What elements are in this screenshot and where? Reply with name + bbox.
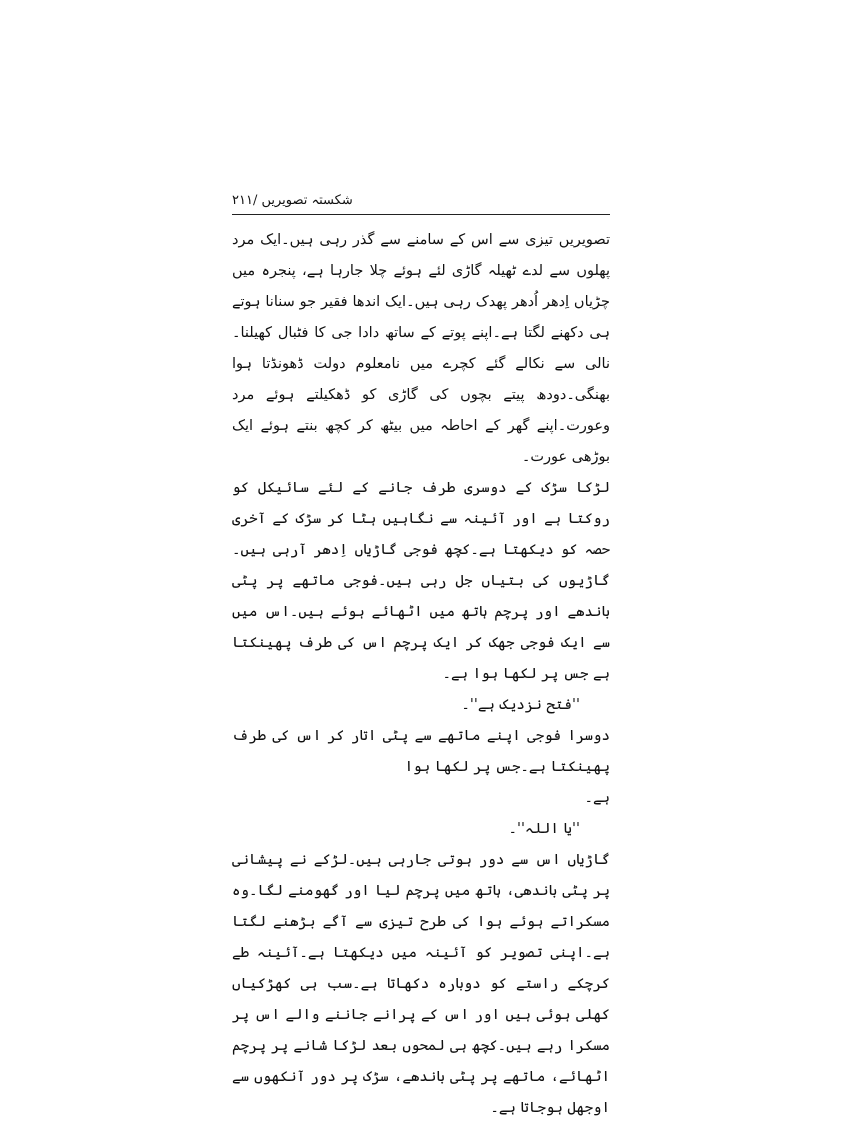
paragraph-1: تصویریں تیزی سے اس کے سامنے سے گذر رہی ہیں۔ایک مرد پھلوں سے لدے ٹھیلہ گاڑی لئے ہوئے چلا جارہا ہے، پنجرہ میں چڑیاں اِدھر اُدھر پھدک رہی ہیں۔ایک اندھا فقیر جو سنانا ہوتے ہی دکھنے لگتا ہے۔اپنے پوتے کے ساتھ دادا جی کا فٹبال کھیلنا۔نالی سے نکالے گئے کچرے میں نامعلوم دولت ڈھونڈتا ہوا بھنگی۔دودھ پیتے بچوں کی گاڑی کو ڈھکیلتے ہوئے مرد وعورت۔اپنے گھر کے احاطہ میں بیٹھ کر کچھ بنتے ہوئے ایک بوڑھی عورت۔ <box>232 232 610 465</box>
running-title: شکستہ تصویریں /۲۱۱ <box>232 193 353 208</box>
paragraph-3-end: ہے۔ <box>584 790 610 806</box>
body-text <box>232 225 610 1124</box>
quote-ya-allah: ''یا اللہ''۔ <box>508 821 580 837</box>
paragraph-4: گاڑیاں اس سے دور ہوتی جارہی ہیں۔لڑکے نے پیشانی پر پٹی باندھی، ہاتھ میں پرچم لیا اور گھومنے لگا۔وہ مسکراتے ہوئے ہوا کی طرح تیزی سے آگے بڑھنے لگتا ہے۔اپنی تصویر کو آئینہ میں دیکھتا ہے۔آئینہ طے کرچکے راستے کو دوبارہ دکھاتا ہے۔سب ہی کھڑکیاں کھلی ہوئی ہیں اور اس کے پرانے جاننے والے اس پر مسکرا رہے ہیں۔کچھ ہی لمحوں بعد لڑکا شانے پر پرچم اٹھائے، ماتھے پر پٹی باندھے، سڑک پر دور آنکھوں سے اوجھل ہوجاتا ہے۔ <box>232 852 610 1116</box>
paragraph-2: لڑکا سڑک کے دوسری طرف جانے کے لئے سائیکل کو روکتا ہے اور آئینہ سے نگاہیں ہٹا کر سڑک کے آخری حصہ کو دیکھتا ہے۔کچھ فوجی گاڑیاں اِدھر آرہی ہیں۔گاڑیوں کی بتیاں جل رہی ہیں۔فوجی ماتھے پر پٹی باندھے اور پرچم ہاتھ میں اٹھائے ہوئے ہیں۔اس میں سے ایک فوجی جھک کر ایک پرچم اس کی طرف پھینکتا ہے جس پر لکھا ہوا ہے۔ <box>232 480 610 682</box>
paragraph-3: دوسرا فوجی اپنے ماتھے سے پٹی اتار کر اس کی طرف پھینکتا ہے۔جس پر لکھا ہوا <box>232 728 610 775</box>
page-header <box>232 190 610 215</box>
quote-fath: ''فتح نزدیک ہے''۔ <box>461 697 580 713</box>
